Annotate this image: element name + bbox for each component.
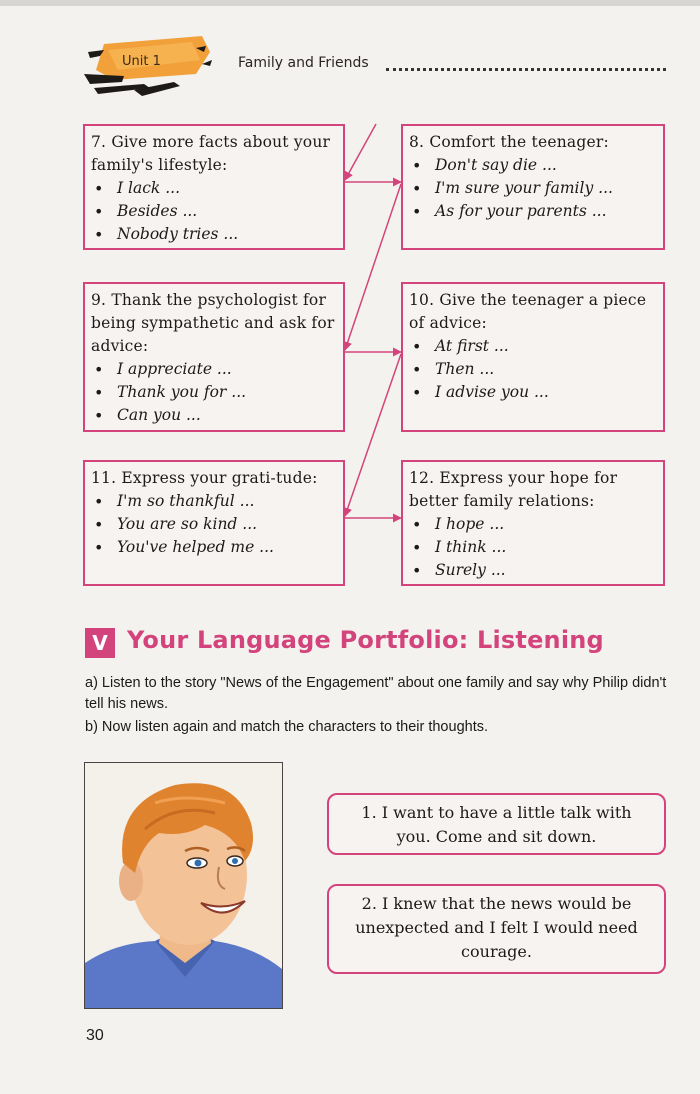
list-item: • I appreciate ... bbox=[91, 358, 337, 381]
list-item: • I hope ... bbox=[409, 513, 657, 536]
header-title: Family and Friends bbox=[238, 55, 369, 71]
box-heading: 11. Express your grati-tude: bbox=[91, 469, 318, 487]
instruction-b: b) Now listen again and match the characters to their thoughts. bbox=[85, 719, 488, 735]
list-item: • I lack ... bbox=[91, 177, 337, 200]
box-heading: 12. Express your hope for better family relations: bbox=[409, 469, 618, 510]
list-item: • As for your parents ... bbox=[409, 200, 657, 223]
exercise-box-10 bbox=[401, 282, 665, 432]
list-item: • I think ... bbox=[409, 536, 657, 559]
exercise-box-7 bbox=[83, 124, 345, 250]
list-item: • I'm sure your family ... bbox=[409, 177, 657, 200]
exercise-box-11 bbox=[83, 460, 345, 586]
exercise-box-8 bbox=[401, 124, 665, 250]
box-heading: 8. Comfort the teenager: bbox=[409, 133, 609, 151]
page-top-edge bbox=[0, 0, 700, 6]
list-item: • Then ... bbox=[409, 358, 657, 381]
quote-text: 2. I knew that the news would be unexpected and I felt I would need courage. bbox=[355, 894, 638, 961]
boy-illustration bbox=[84, 762, 283, 1009]
exercise-box-12 bbox=[401, 460, 665, 586]
instruction-a: a) Listen to the story "News of the Engagement" about one family and say why Philip didn't tell his news. bbox=[85, 675, 667, 712]
list-item: • I advise you ... bbox=[409, 381, 657, 404]
header-dotted-rule bbox=[386, 68, 666, 71]
page-number: 30 bbox=[86, 1027, 104, 1044]
exercise-box-9 bbox=[83, 282, 345, 432]
section-number-badge: V bbox=[85, 628, 115, 658]
list-item: • Don't say die ... bbox=[409, 154, 657, 177]
quote-text: 1. I want to have a little talk with you. Come and sit down. bbox=[361, 803, 632, 846]
list-item: • I'm so thankful ... bbox=[91, 490, 337, 513]
list-item: • Surely ... bbox=[409, 559, 657, 582]
list-item: • Nobody tries ... bbox=[91, 223, 337, 246]
list-item: • You are so kind ... bbox=[91, 513, 337, 536]
box-heading: 9. Thank the psychologist for being sympathetic and ask for advice: bbox=[91, 291, 335, 355]
boy-portrait-icon bbox=[85, 763, 282, 1008]
quote-box-1 bbox=[327, 793, 666, 855]
section-title: Your Language Portfolio: Listening bbox=[127, 626, 604, 654]
box-heading: 10. Give the teenager a piece of advice: bbox=[409, 291, 647, 332]
quote-box-2 bbox=[327, 884, 666, 974]
list-item: • Can you ... bbox=[91, 404, 337, 427]
list-item: • You've helped me ... bbox=[91, 536, 337, 559]
list-item: • Thank you for ... bbox=[91, 381, 337, 404]
unit-label: Unit 1 bbox=[122, 54, 161, 69]
list-item: • At first ... bbox=[409, 335, 657, 358]
list-item: • Besides ... bbox=[91, 200, 337, 223]
box-heading: 7. Give more facts about your family's lifestyle: bbox=[91, 133, 331, 174]
